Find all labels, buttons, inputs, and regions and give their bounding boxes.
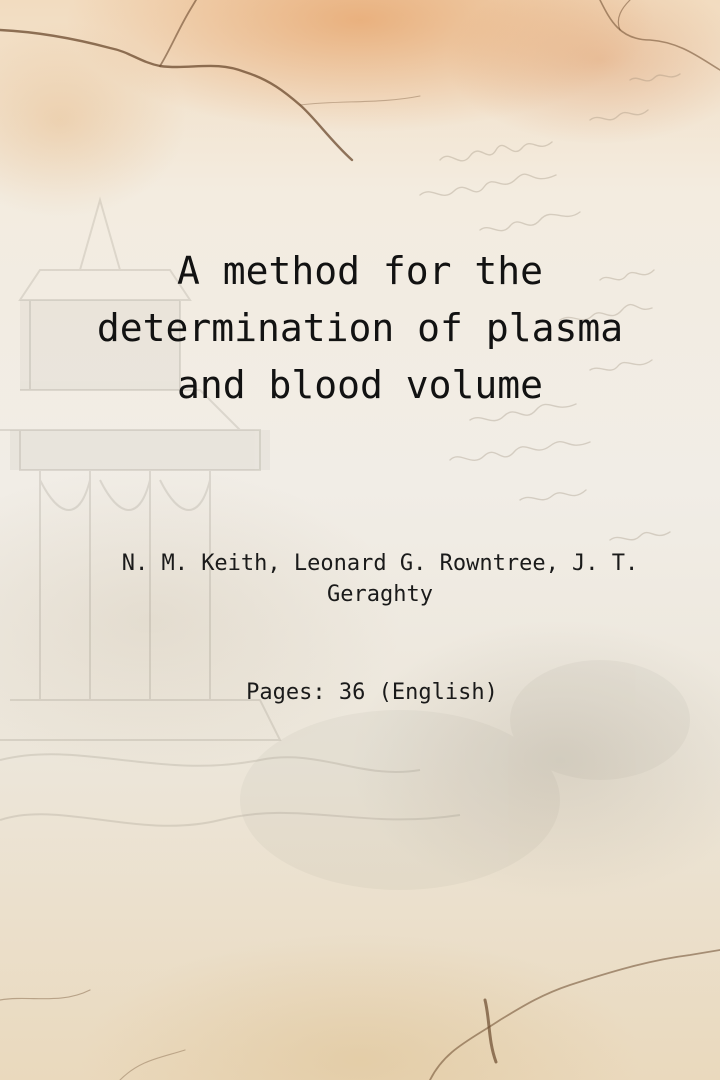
book-title: A method for the determination of plasma and blood volume xyxy=(96,249,624,407)
book-authors: N. M. Keith, Leonard G. Rowntree, J. T. Geraghty xyxy=(121,551,639,607)
page-count-language: Pages: 36 (English) xyxy=(246,680,498,705)
